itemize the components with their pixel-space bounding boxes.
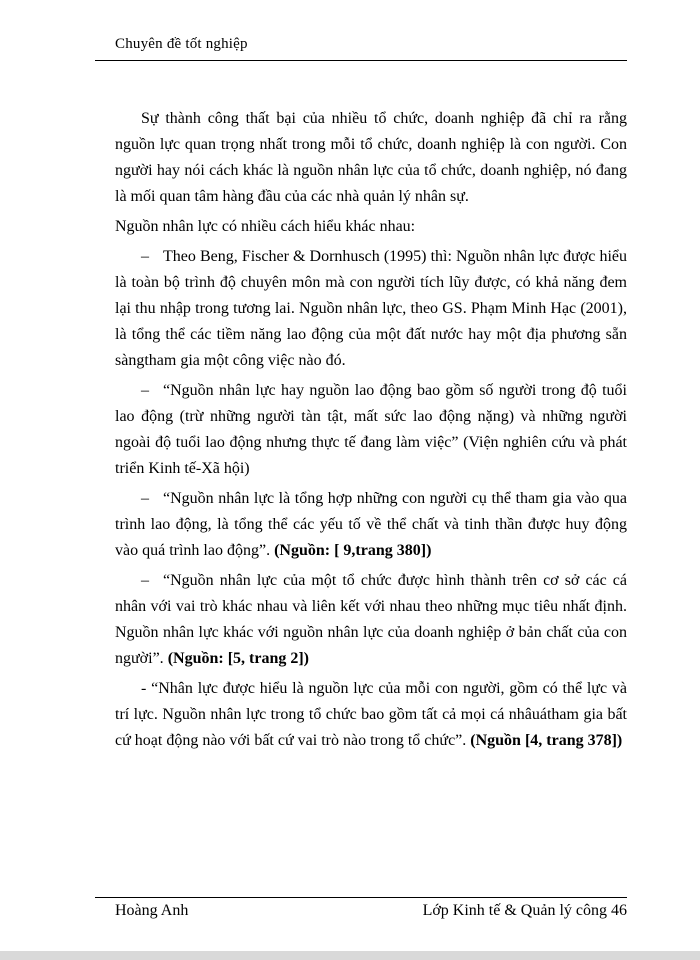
citation-source: (Nguồn: [ 9,trang 380])	[274, 542, 432, 559]
text-run: “Nguồn nhân lực là tổng hợp những con người cụ thể tham gia vào qua trình lao động, là tổng thể các yếu tố về thể chất và tinh thần được huy động vào quá trình lao động”.	[115, 490, 627, 559]
paragraph	[115, 214, 627, 240]
text-run: Nguồn nhân lực có nhiều cách hiểu khác nhau:	[115, 218, 416, 235]
footer-author: Hoàng Anh	[115, 902, 189, 919]
paragraph	[115, 106, 627, 210]
document-body	[115, 106, 627, 758]
paragraph	[115, 486, 627, 564]
list-marker: –	[141, 572, 149, 589]
list-marker: –	[141, 248, 149, 265]
text-run: - “Nhân lực được hiểu là nguồn lực của mỗi con người, gồm có thể lực và trí lực. Nguồn nhân lực trong tổ chức bao gồm tất cả mọi cá nhâuátham gia bất cứ hoạt động nào với bất cứ vai trò nào trong tổ chức”.	[115, 680, 627, 749]
list-marker: –	[141, 490, 149, 507]
paragraph	[115, 568, 627, 672]
citation-source: (Nguồn [4, trang 378])	[470, 732, 623, 749]
page-header-title: Chuyên đề tốt nghiệp	[115, 36, 248, 52]
header-divider	[95, 60, 627, 61]
citation-source: (Nguồn: [5, trang 2])	[167, 650, 310, 667]
paragraph	[115, 378, 627, 482]
text-run: Sự thành công thất bại của nhiều tổ chức, doanh nghiệp đã chỉ ra rằng nguồn lực quan trọng nhất trong mỗi tổ chức, doanh nghiệp là con người. Con người hay nói cách khác là nguồn nhân lực của tổ chức, doanh nghiệp, nó đang là mối quan tâm hàng đầu của các nhà quản lý nhân sự.	[115, 110, 627, 205]
text-run: Theo Beng, Fischer & Dornhusch (1995) thì: Nguồn nhân lực được hiểu là toàn bộ trình độ chuyên môn mà con người tích lũy được, có khả năng đem lại thu nhập trong tương lai. Nguồn nhân lực, theo GS. Phạm Minh Hạc (2001), là tổng thể các tiềm năng lao động của một đất nước hay một địa phương sẵn sàngtham gia một công việc nào đó.	[115, 248, 627, 369]
page-bottom-edge	[0, 951, 700, 960]
paragraph	[115, 676, 627, 754]
footer-class-label: Lớp Kinh tế & Quản lý công 46	[422, 902, 627, 919]
footer-divider	[95, 897, 627, 898]
text-run: “Nguồn nhân lực hay nguồn lao động bao gồm số người trong độ tuổi lao động (trừ những người tàn tật, mất sức lao động nặng) và những người ngoài độ tuổi lao động nhưng thực tế đang làm việc” (Viện nghiên cứu và phát triển Kinh tế-Xã hội)	[115, 382, 627, 477]
text-run: “Nguồn nhân lực của một tổ chức được hình thành trên cơ sở các cá nhân với vai trò khác nhau và liên kết với nhau theo những mục tiêu nhất định. Nguồn nhân lực khác với nguồn nhân lực của doanh nghiệp ở bản chất của con người”.	[115, 572, 627, 667]
list-marker: –	[141, 382, 149, 399]
page-footer	[115, 902, 627, 920]
paragraph	[115, 244, 627, 374]
